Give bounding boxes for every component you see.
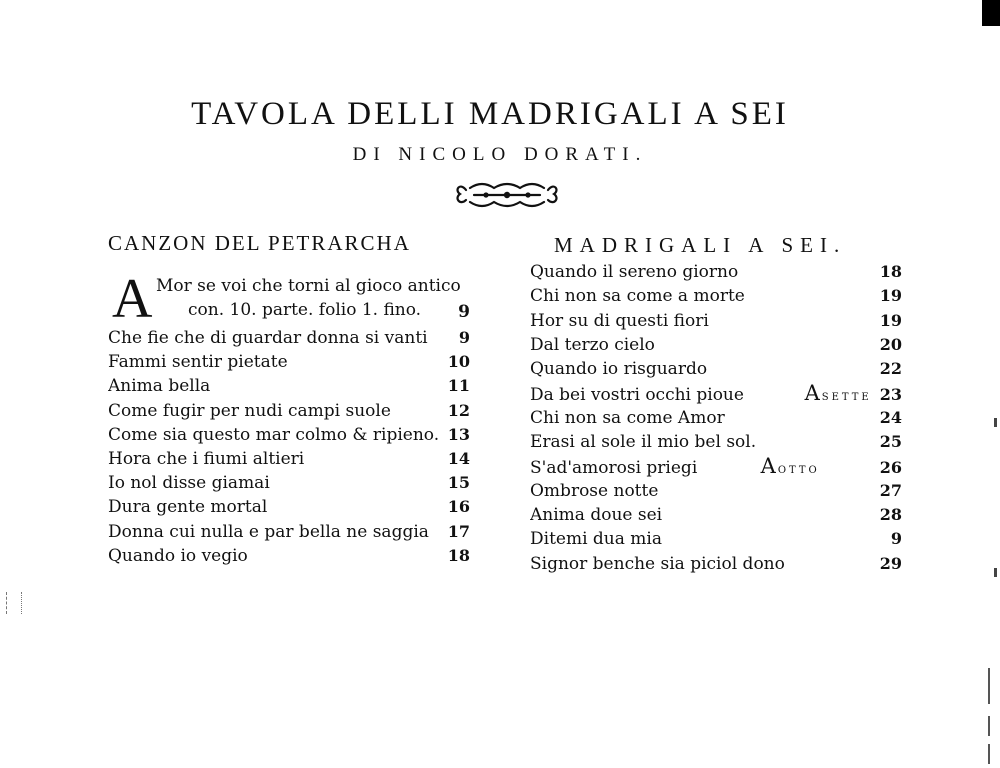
list-item <box>530 454 902 478</box>
page-subtitle: DI NICOLO DORATI. <box>352 144 648 165</box>
entry-title: Ombrose notte <box>530 480 659 501</box>
entry-title: Chi non sa come Amor <box>530 407 725 428</box>
entry-title: Dura gente mortal <box>108 497 268 518</box>
scan-edge-bar <box>982 0 1000 26</box>
voice-note-label: OTTO <box>777 465 820 477</box>
list-item <box>108 495 476 519</box>
madrigali-list <box>530 260 902 576</box>
list-item <box>530 309 902 333</box>
list-item <box>108 423 476 447</box>
voice-note-cap: A <box>804 381 820 406</box>
entry-number: 28 <box>879 504 902 524</box>
entry-number: 19 <box>879 286 902 306</box>
entry-title: Chi non sa come a morte <box>530 286 745 307</box>
list-item <box>108 374 476 398</box>
entry-number: 12 <box>447 400 470 420</box>
entry-number: 27 <box>879 480 902 500</box>
entry-number: 15 <box>447 473 470 493</box>
entry-title: Anima doue sei <box>530 504 663 525</box>
entry-title: Mor se voi che torni al gioco antico <box>156 276 461 296</box>
entry-number: 22 <box>879 359 902 379</box>
left-column <box>108 228 476 568</box>
entry-title: Hor su di questi fiori <box>530 310 709 331</box>
entry-number: 9 <box>458 328 470 347</box>
entry-title: Signor benche sia piciol dono <box>530 553 785 574</box>
voice-note-label: SETTE <box>821 392 872 404</box>
entry-title: Dal terzo cielo <box>530 334 655 355</box>
entry-title: Ditemi dua mia <box>530 529 662 550</box>
drop-cap: A <box>112 268 153 330</box>
entry-number: 9 <box>890 529 902 549</box>
entry-title: Fammi sentir pietate <box>108 352 288 373</box>
entry-number: 25 <box>879 432 902 452</box>
list-item <box>108 326 476 350</box>
scan-edge-mark <box>994 418 997 427</box>
entry-number: 10 <box>447 352 470 372</box>
ornament-icon <box>452 178 562 212</box>
entry-title: S'ad'amorosi priegi <box>530 458 698 479</box>
list-item <box>108 399 476 423</box>
page-title: TAVOLA DELLI MADRIGALI A SEI <box>191 96 789 132</box>
list-item <box>530 333 902 357</box>
entry-number: 18 <box>879 262 902 281</box>
entry-title: Donna cui nulla e par bella ne saggia <box>108 521 429 542</box>
entry-number: 16 <box>447 497 470 517</box>
voice-note <box>744 381 880 410</box>
list-item <box>530 381 902 405</box>
entry-title: Quando io risguardo <box>530 359 708 380</box>
list-item <box>530 260 902 284</box>
entry-title: Come sia questo mar colmo & ripieno. <box>108 424 440 445</box>
entry-number: 18 <box>447 545 470 565</box>
list-item <box>530 430 902 454</box>
section-heading: MADRIGALI A SEI. <box>554 233 847 257</box>
margin-mark <box>6 592 22 614</box>
right-column <box>530 230 902 576</box>
entry-number: 23 <box>879 385 902 405</box>
entry-title: Hora che i fiumi altieri <box>108 448 305 469</box>
list-item <box>108 350 476 374</box>
entry-number: 29 <box>879 553 902 573</box>
first-entry <box>108 268 476 330</box>
list-item <box>530 527 902 551</box>
scan-edge-mark <box>988 716 990 736</box>
entry-title: Anima bella <box>108 376 211 397</box>
entry-title: Da bei vostri occhi pioue <box>530 385 744 406</box>
entry-number: 14 <box>447 448 470 468</box>
list-item <box>530 357 902 381</box>
list-item <box>530 503 902 527</box>
entry-number: 13 <box>447 424 470 444</box>
entry-note: con. 10. parte. folio 1. fino. <box>188 300 422 320</box>
entry-title: Quando il sereno giorno <box>530 262 739 282</box>
list-item <box>530 284 902 308</box>
list-item <box>108 471 476 495</box>
voice-note <box>697 454 879 483</box>
entry-title: Che fie che di guardar donna si vanti <box>108 328 428 348</box>
voice-note-cap: A <box>760 454 776 479</box>
entry-title: Come fugir per nudi campi suole <box>108 400 391 421</box>
scan-edge-mark <box>988 744 990 764</box>
entry-number: 11 <box>447 376 470 396</box>
entry-title: Erasi al sole il mio bel sol. <box>530 432 757 453</box>
entry-number: 24 <box>879 407 902 427</box>
entry-number: 19 <box>879 310 902 330</box>
entry-title: Quando io vegio <box>108 545 248 566</box>
scan-edge-mark <box>994 568 997 577</box>
entry-number: 9 <box>458 302 470 322</box>
list-item <box>108 520 476 544</box>
section-heading: CANZON DEL PETRARCHA <box>108 231 411 255</box>
entry-number: 17 <box>447 521 470 541</box>
entry-number: 26 <box>879 458 902 478</box>
entry-number: 20 <box>879 334 902 354</box>
list-item <box>530 552 902 576</box>
canzon-list <box>108 326 476 568</box>
scan-edge-mark <box>988 668 990 704</box>
entry-title: Io nol disse giamai <box>108 473 270 494</box>
list-item <box>108 447 476 471</box>
list-item <box>108 544 476 568</box>
